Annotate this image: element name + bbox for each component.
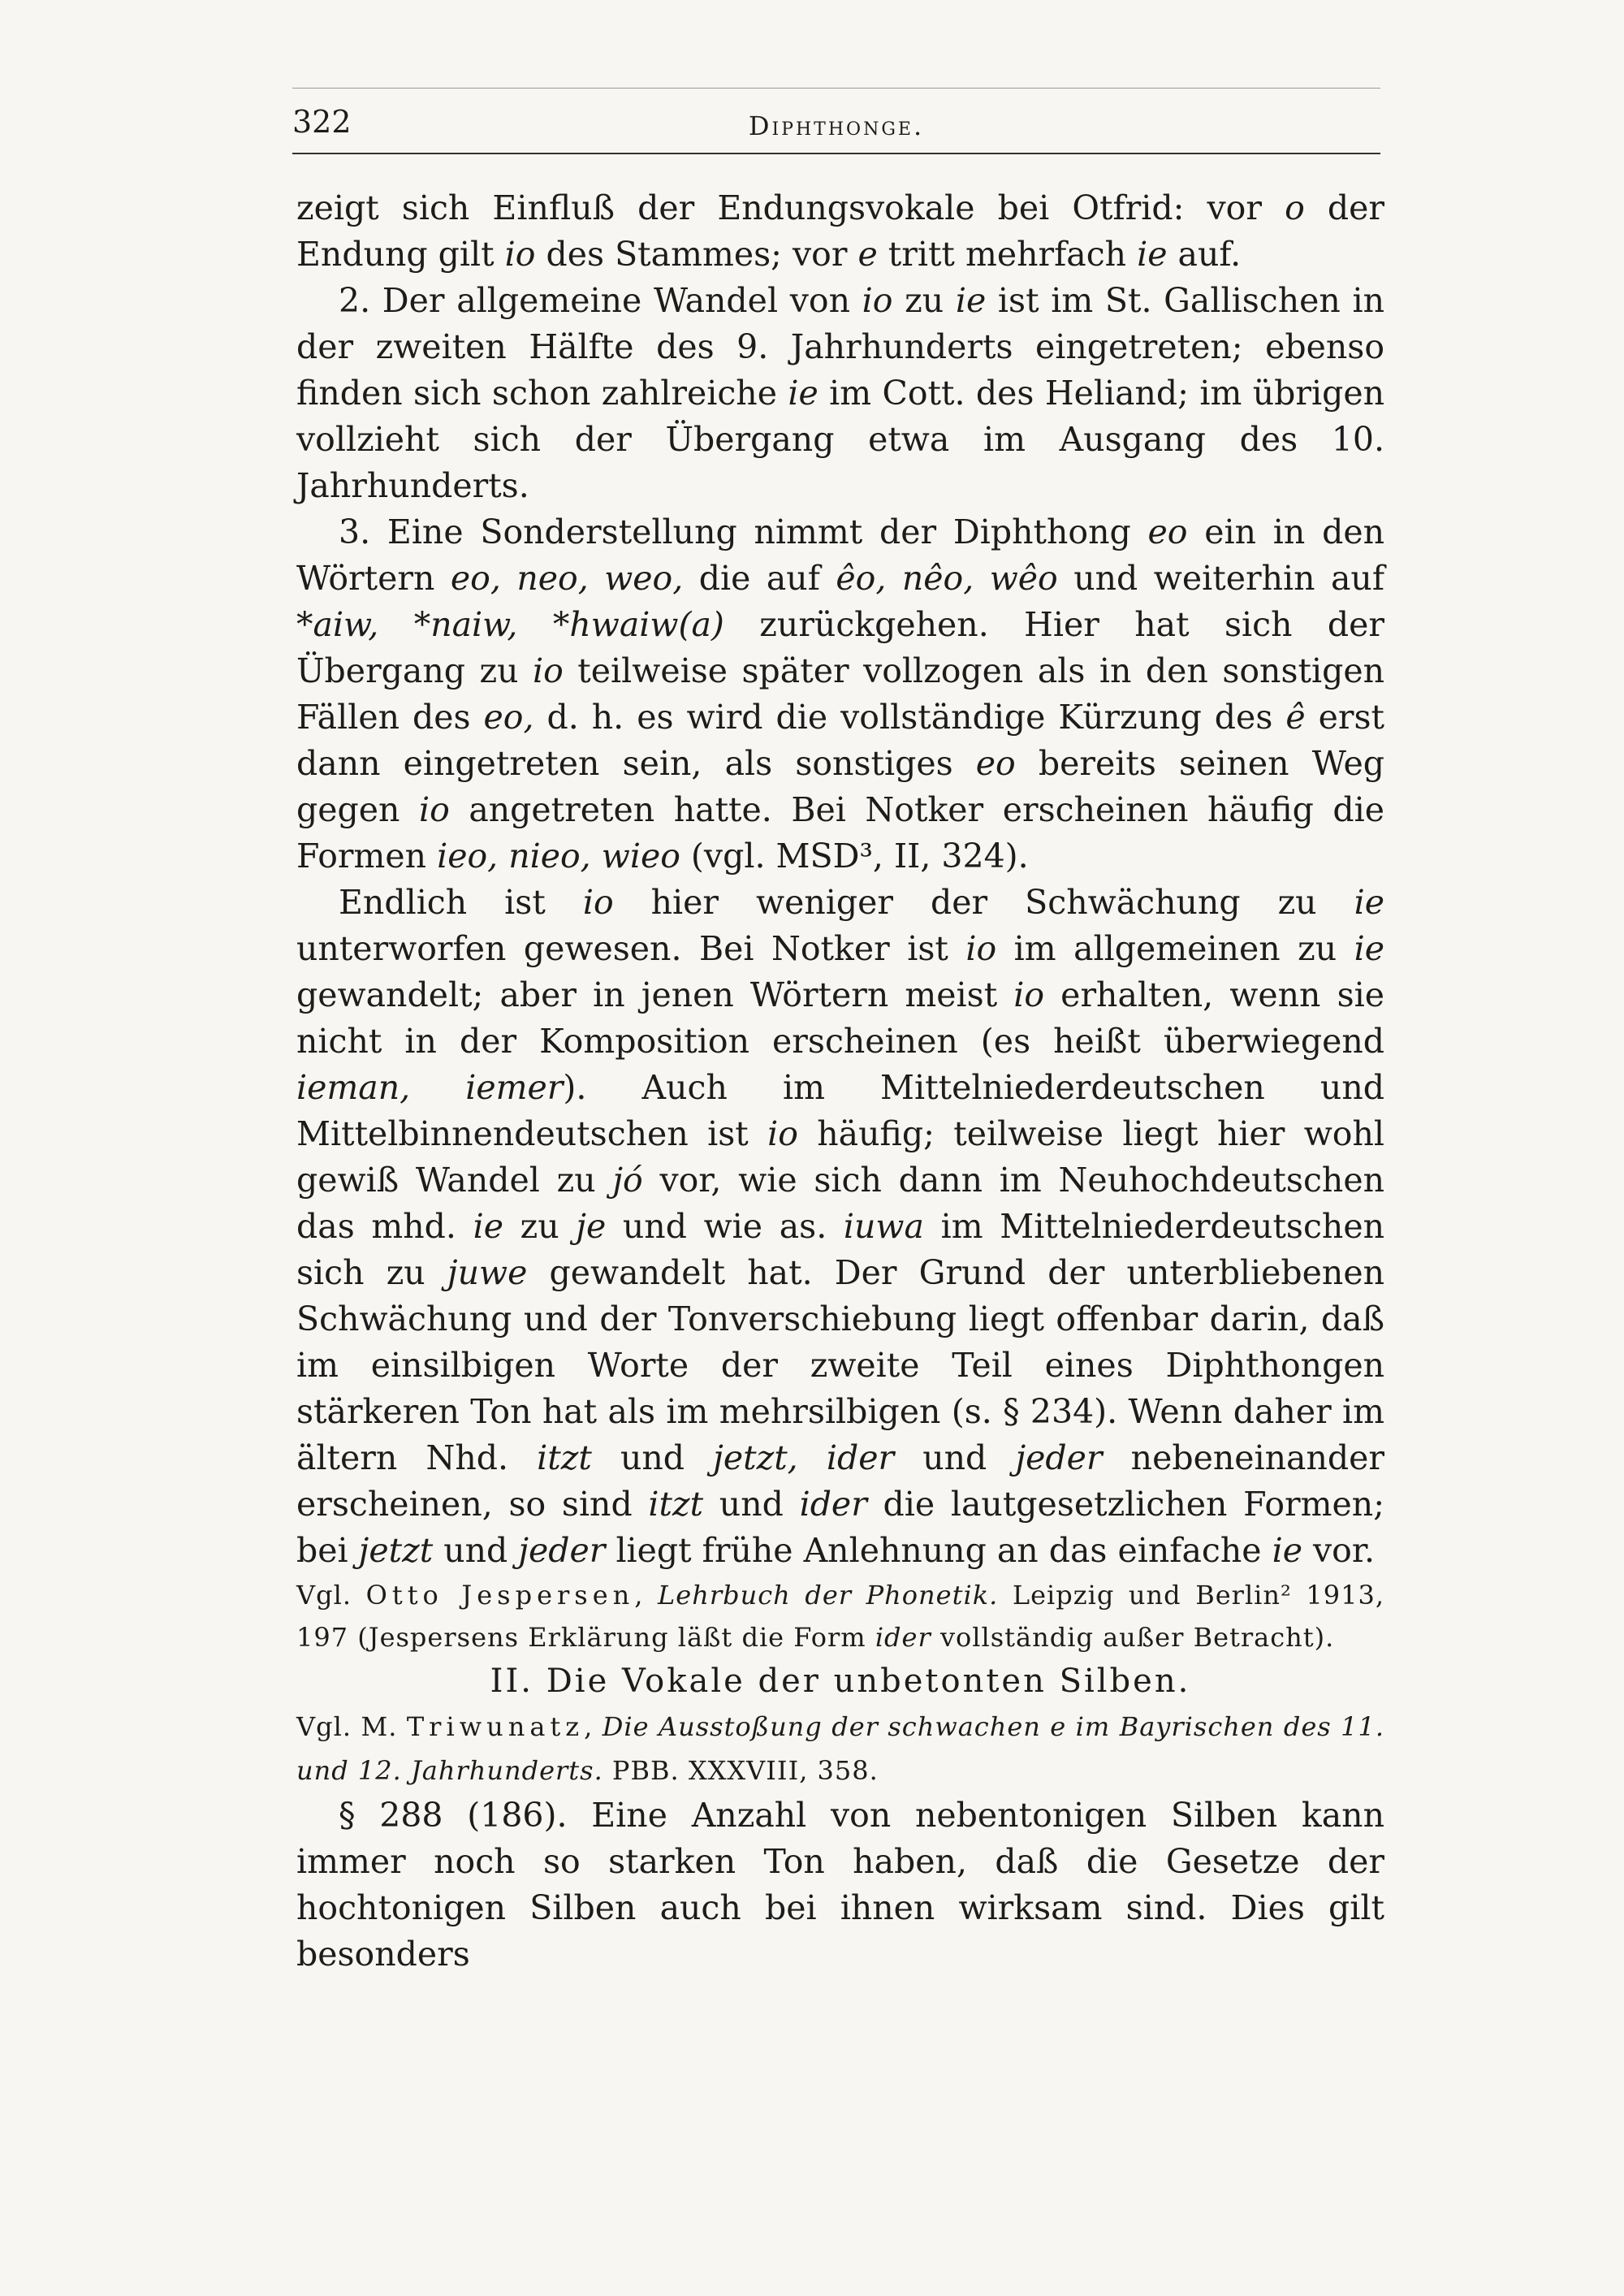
- body-text: [296, 185, 1384, 1978]
- paragraph-3: 3. Eine Sonderstellung nimmt der Diphthong eo ein in den Wörtern eo, neo, weo, die auf êo, nêo, wêo und weiterhin auf *aiw, *naiw, *hwaiw(a) zurückgehen. Hier hat sich der Übergang zu io teilweise später vollzogen als in den sonstigen Fällen des eo, d. h. es wird die vollständige Kürzung des ê erst dann eingetreten sein, als sonstiges eo bereits seinen Weg gegen io angetreten hatte. Bei Notker erscheinen häufig die Formen ieo, nieo, wieo (vgl. MSD³, II, 324).: [296, 512, 1385, 876]
- page-number: 322: [292, 104, 352, 140]
- paragraph-1: zeigt sich Einfluß der Endungsvokale bei Otfrid: vor o der Endung gilt io des Stammes; vor e tritt mehrfach ie auf.: [296, 188, 1384, 274]
- top-rule: [292, 88, 1380, 89]
- page-header: [292, 104, 1380, 154]
- paragraph-288: § 288 (186). Eine Anzahl von nebentonigen Silben kann immer noch so starken Ton haben, daß die Gesetze der hochtonigen Silben auch bei ihnen wirksam sind. Dies gilt besonders: [296, 1796, 1384, 1974]
- paragraph-4: Endlich ist io hier weniger der Schwächung zu ie unterworfen gewesen. Bei Notker ist io im allgemeinen zu ie gewandelt; aber in jenen Wörtern meist io erhalten, wenn sie nicht in der Komposition erscheinen (es heißt überwiegend ieman, iemer). Auch im Mittelniederdeutschen und Mittelbinnendeutschen ist io häufig; teilweise liegt hier wohl gewiß Wandel zu jó vor, wie sich dann im Neuhochdeutschen das mhd. ie zu je und wie as. iuwa im Mittelniederdeutschen sich zu juwe gewandelt hat. Der Grund der unterbliebenen Schwächung und der Tonverschiebung liegt offenbar darin, daß im einsilbigen Worte der zweite Teil eines Diphthongen stärkeren Ton hat als im mehrsilbigen (s. § 234). Wenn daher im ältern Nhd. itzt und jetzt, ider und jeder nebeneinander erscheinen, so sind itzt und ider die lautgesetzlichen Formen; bei jetzt und jeder liegt frühe Anlehnung an das einfache ie vor.: [296, 883, 1385, 1570]
- paragraph-2: 2. Der allgemeine Wandel von io zu ie ist im St. Gallischen in der zweiten Hälfte des 9. Jahrhunderts eingetreten; ebenso finden sich schon zahlreiche ie im Cott. des Heliand; im übrigen vollzieht sich der Übergang etwa im Ausgang des 10. Jahrhunderts.: [296, 281, 1384, 505]
- section-heading: II. Die Vokale der unbetonten Silben.: [490, 1663, 1191, 1700]
- running-head: Diphthonge.: [748, 110, 925, 141]
- section-reference: Vgl. M. Triwunatz, Die Ausstoßung der schwachen e im Bayrischen des 11. und 12. Jahrhunderts. PBB. XXXVIII, 358.: [296, 1711, 1385, 1786]
- footnote-jespersen: Vgl. Otto Jespersen, Lehrbuch der Phonetik. Leipzig und Berlin² 1913, 197 (Jespersens Erklärung läßt die Form ider vollständig außer Betracht).: [296, 1580, 1385, 1653]
